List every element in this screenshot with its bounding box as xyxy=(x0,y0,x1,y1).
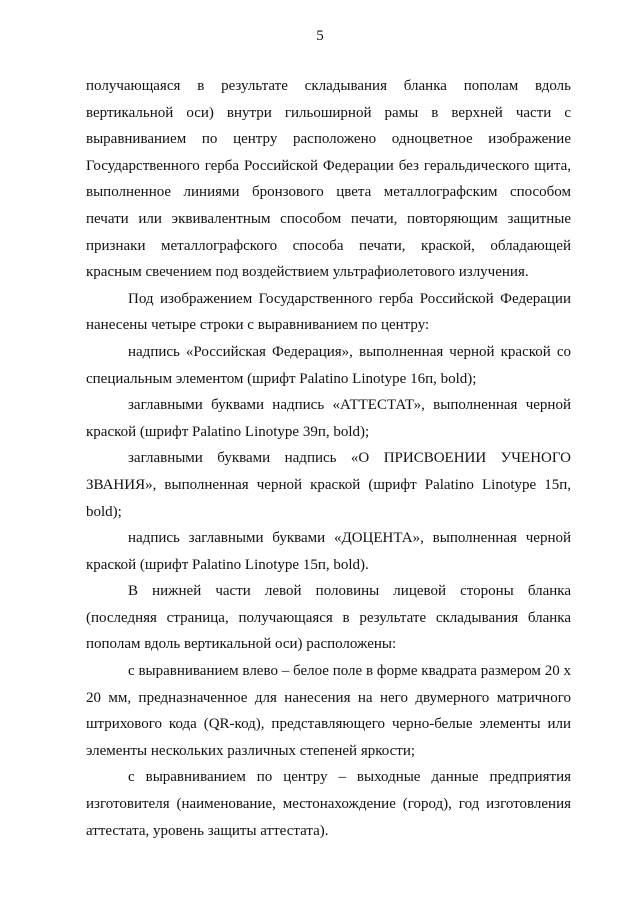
paragraph-2: Под изображением Государственного герба Российской Федерации нанесены четыре строки с выравниванием по центру: xyxy=(86,290,571,334)
paragraph-9: с выравниванием по центру – выходные данные предприятия изготовителя (наименование, местонахождение (город), год изготовления аттестата, уровень защиты аттестата). xyxy=(86,769,571,839)
paragraph-8: с выравниванием влево – белое поле в форме квадрата размером 20 х 20 мм, предназначенное для нанесения на него двумерного матричного штрихового кода (QR-код), представляющего черно-белые элементы или элементы нескольких различных степеней яркости; xyxy=(86,663,571,759)
paragraph-5: заглавными буквами надпись «О ПРИСВОЕНИИ УЧЕНОГО ЗВАНИЯ», выполненная черной краской (шрифт Palatino Linotype 15п, bold); xyxy=(86,450,571,520)
page-number: 5 xyxy=(316,28,324,44)
paragraph-3: надпись «Российская Федерация», выполненная черной краской со специальным элементом (шрифт Palatino Linotype 16п, bold); xyxy=(86,343,571,387)
paragraph-6: надпись заглавными буквами «ДОЦЕНТА», выполненная черной краской (шрифт Palatino Linotype 15п, bold). xyxy=(86,530,571,573)
paragraph-1: получающаяся в результате складывания бланка пополам вдоль вертикальной оси) внутри гильоширной рамы в верхней части с выравниванием по центру расположено одноцветное изображение Государственного герба Российской Федерации без геральдического щита, выполненное линиями бронзового цвета металлографским способом печати или эквивалентным способом печати, повторяющим защитные признаки металлографского способа печати, краской, обладающей красным свечением под воздействием ультрафиолетового излучения. xyxy=(86,78,571,281)
paragraph-4: заглавными буквами надпись «АТТЕСТАТ», выполненная черной краской (шрифт Palatino Linotype 39п, bold); xyxy=(86,397,571,440)
paragraph-7: В нижней части левой половины лицевой стороны бланка (последняя страница, получающаяся в результате складывания бланка пополам вдоль вертикальной оси) расположены: xyxy=(86,583,571,653)
document-body xyxy=(86,73,571,844)
